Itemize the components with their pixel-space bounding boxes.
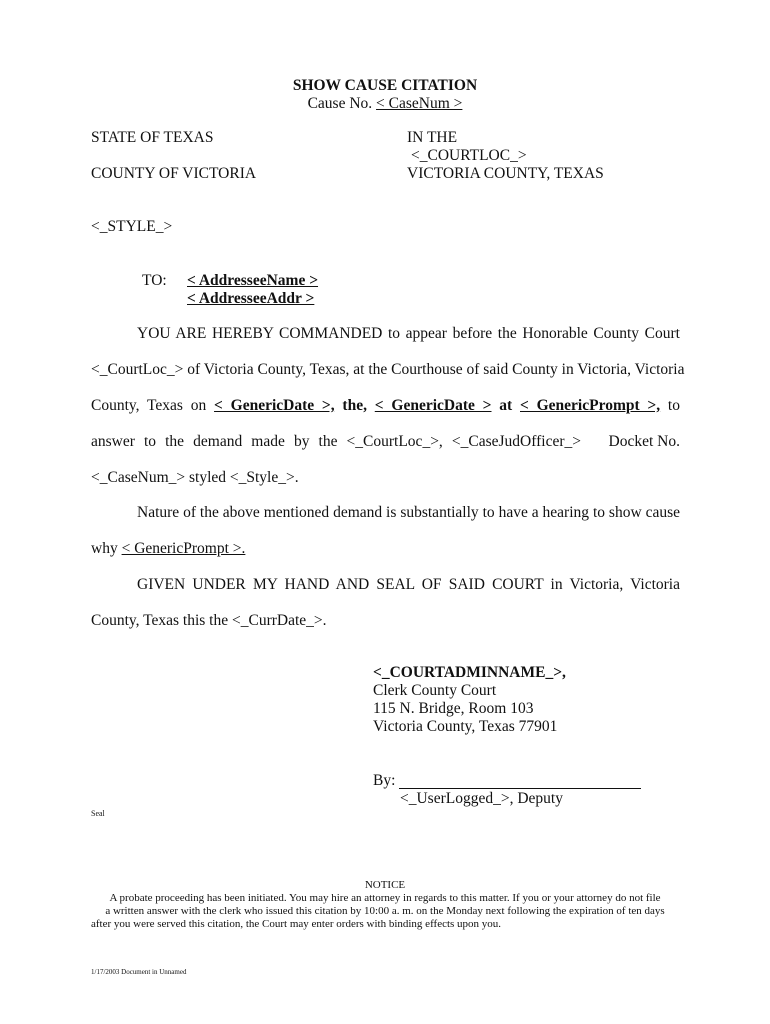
command-line-5: <_CaseNum_> styled <_Style_>. [91, 469, 299, 486]
generic-prompt-field: < GenericPrompt >, [520, 397, 661, 414]
notice-line-3: after you were served this citation, the Court may enter orders with binding effects upon you. [91, 918, 502, 930]
command-line-2: <_CourtLoc_> of Victoria County, Texas, at the Courthouse of said County in Victoria, Victoria [91, 361, 685, 378]
notice-line-1: A probate proceeding has been initiated. You may hire an attorney in regards to this matter. If you or your attorney do not file [109, 892, 661, 904]
court-admin-name: <_COURTADMINNAME_>, [373, 664, 566, 681]
generic-date-field: < GenericDate > [374, 397, 492, 414]
cause-number-line [0, 95, 770, 113]
court-location-label: VICTORIA COUNTY, TEXAS [407, 165, 604, 182]
cause-number-field: < CaseNum > [376, 95, 463, 112]
clerk-title: Clerk County Court [373, 682, 497, 699]
seal-label: Seal [91, 809, 105, 818]
clerk-city: Victoria County, Texas 77901 [373, 718, 558, 735]
generic-prompt-field: < GenericPrompt >. [121, 540, 246, 557]
footer-text: 1/17/2003 Document in Unnamed [91, 968, 187, 976]
command-line-4: answer to the demand made by the <_CourtLoc_>, <_CaseJudOfficer_> Docket No. [91, 433, 680, 450]
notice-line-2: a written answer with the clerk who issued this citation by 10:00 a. m. on the Monday next following the expiration of ten days [105, 905, 665, 917]
in-the-label: IN THE [407, 129, 458, 146]
notice-heading: NOTICE [364, 879, 406, 891]
command-line-1: YOU ARE HEREBY COMMANDED to appear before the Honorable County Court [137, 325, 680, 342]
given-line-1: GIVEN UNDER MY HAND AND SEAL OF SAID COURT in Victoria, Victoria [137, 576, 680, 593]
state-label: STATE OF TEXAS [91, 129, 214, 146]
clerk-address: 115 N. Bridge, Room 103 [373, 700, 534, 717]
signature-line [399, 788, 641, 789]
to-label: TO: [142, 272, 167, 289]
county-label: COUNTY OF VICTORIA [91, 165, 257, 182]
cause-prefix: Cause No. [307, 95, 377, 112]
generic-date-field: < GenericDate >, [214, 397, 335, 414]
docket-label: Docket No. [608, 433, 680, 450]
document-title: SHOW CAUSE CITATION [292, 77, 478, 94]
command-line-3: County, Texas on < GenericDate >, the, < GenericDate > at < GenericPrompt >, to [91, 397, 680, 414]
courtloc-field: <_COURTLOC_> [411, 147, 527, 164]
by-label: By: [373, 772, 396, 789]
addressee-name-field: < AddresseeName > [187, 272, 319, 289]
deputy-label: <_UserLogged_>, Deputy [400, 790, 563, 807]
addressee-addr-field: < AddresseeAddr > [187, 290, 315, 307]
style-field: <_STYLE_> [91, 218, 173, 235]
nature-line-2: why < GenericPrompt >. [91, 540, 246, 557]
given-line-2: County, Texas this the <_CurrDate_>. [91, 612, 327, 629]
nature-line-1: Nature of the above mentioned demand is substantially to have a hearing to show cause [137, 504, 680, 521]
